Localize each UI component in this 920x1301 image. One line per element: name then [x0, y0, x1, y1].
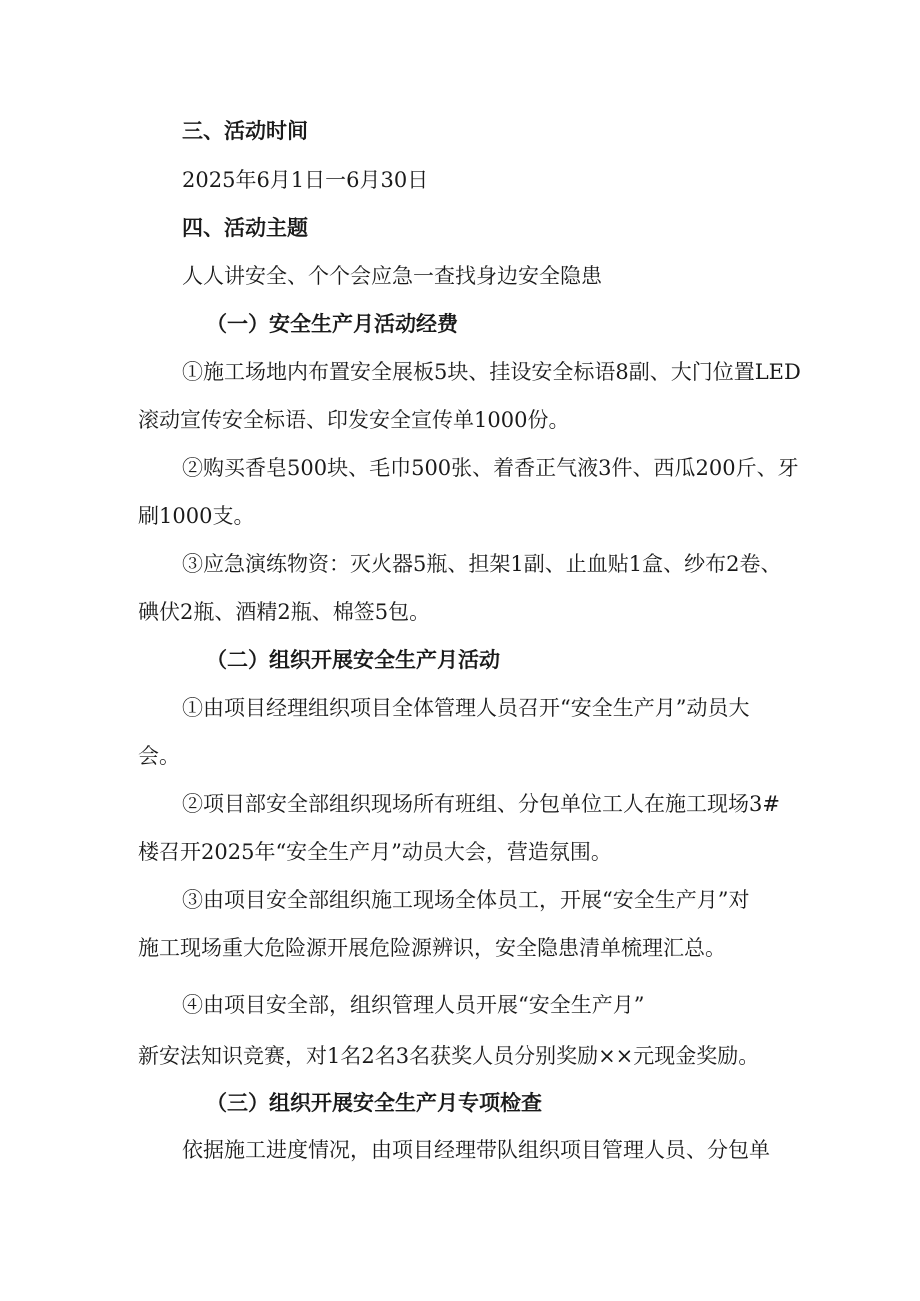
activity-theme-text: 人人讲安全、个个会应急一查找身边安全隐患	[182, 264, 602, 288]
paragraph-line: ①由项目经理组织项目全体管理人员召开“安全生产月”动员大	[182, 696, 750, 720]
paragraph-line: ④由项目安全部，组织管理人员开展“安全生产月”	[182, 993, 645, 1017]
section-heading-activity-time: 三、活动时间	[182, 119, 308, 143]
subheading-inspection: （三）组织开展安全生产月专项检查	[206, 1091, 542, 1115]
subheading-activities: （二）组织开展安全生产月活动	[206, 648, 500, 672]
paragraph-line: 施工现场重大危险源开展危险源辨识，安全隐患清单梳理汇总。	[138, 936, 726, 960]
paragraph-line: ③由项目安全部组织施工现场全体员工，开展“安全生产月”对	[182, 888, 750, 912]
paragraph-line: 楼召开2025年“安全生产月”动员大会，营造氛围。	[138, 840, 612, 864]
paragraph-line: ①施工场地内布置安全展板5块、挂设安全标语8副、大门位置LED	[182, 360, 801, 384]
paragraph-line: 刷1000支。	[138, 504, 255, 528]
paragraph-line: ③应急演练物资：灭火器5瓶、担架1副、止血贴1盒、纱布2卷、	[182, 552, 782, 576]
paragraph-line: 滚动宣传安全标语、印发安全宣传单1000份。	[138, 408, 570, 432]
paragraph-line: 会。	[138, 744, 180, 768]
paragraph-line: 碘伏2瓶、酒精2瓶、棉签5包。	[138, 600, 431, 624]
paragraph-line: ②购买香皂500块、毛巾500张、着香正气液3件、西瓜200斤、牙	[182, 456, 799, 480]
subheading-funding: （一）安全生产月活动经费	[206, 312, 458, 336]
section-heading-activity-theme: 四、活动主题	[182, 216, 308, 240]
paragraph-line: 新安法知识竞赛，对1名2名3名获奖人员分别奖励××元现金奖励。	[138, 1044, 760, 1068]
paragraph-line: 依据施工进度情况，由项目经理带队组织项目管理人员、分包单	[182, 1138, 770, 1162]
activity-time-text: 2025年6月1日一6月30日	[182, 168, 429, 192]
paragraph-line: ②项目部安全部组织现场所有班组、分包单位工人在施工现场3#	[182, 792, 780, 816]
